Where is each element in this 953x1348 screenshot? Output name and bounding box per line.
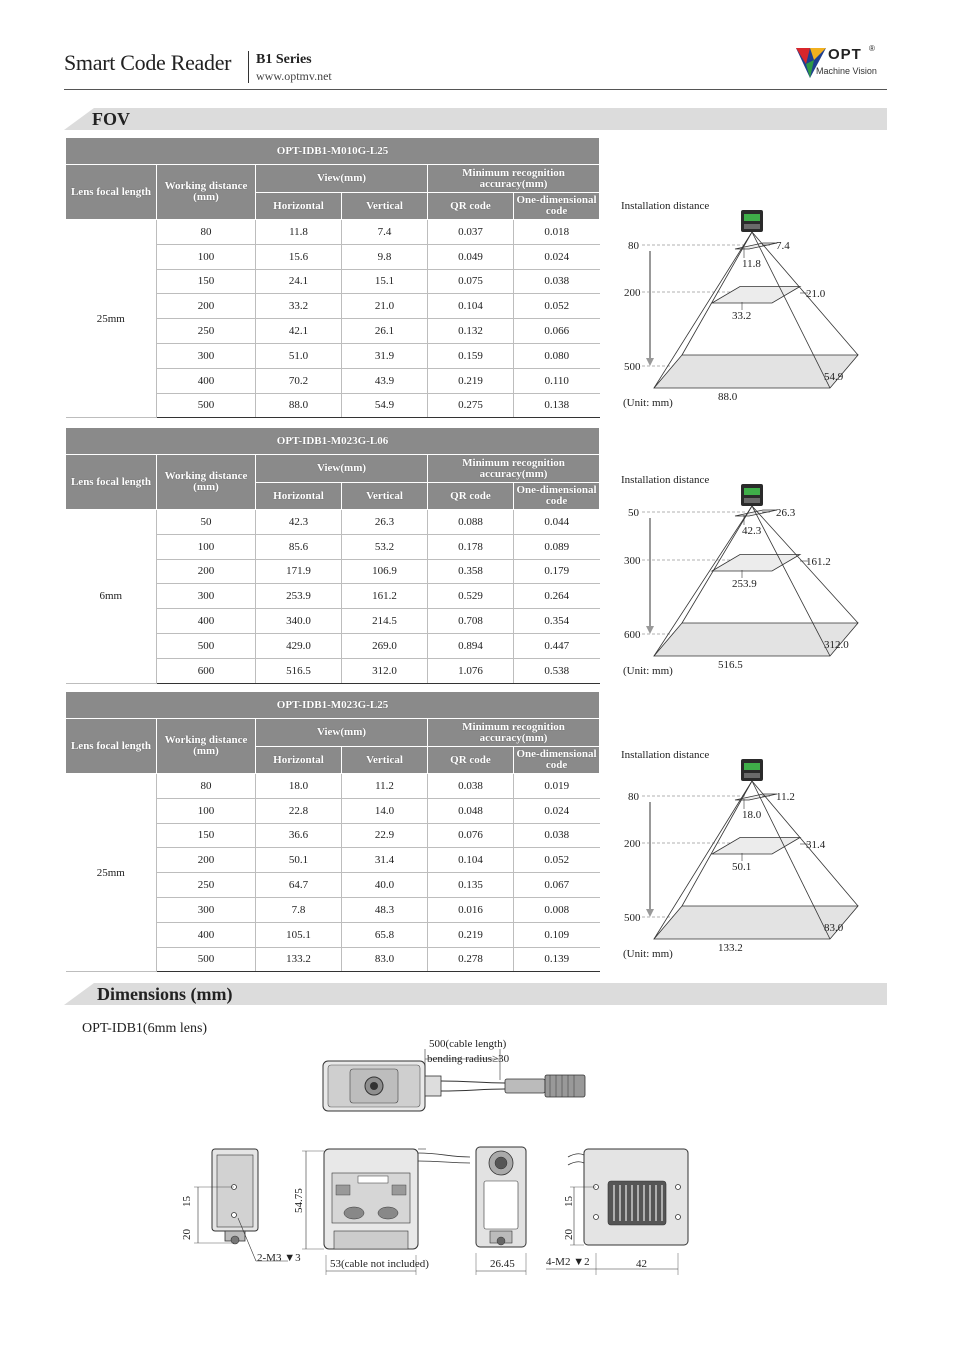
one-dimensional-cell: 0.179 [514, 559, 600, 584]
fov-pyramid [654, 781, 858, 939]
vertical-cell: 214.5 [342, 609, 428, 634]
qr-code-cell: 0.076 [428, 823, 514, 848]
installation-distance-label: Installation distance [621, 474, 710, 486]
horizontal-near-label: 18.0 [742, 809, 762, 821]
back-dim-15: 15 [563, 1196, 575, 1207]
horizontal-cell: 42.3 [256, 510, 342, 535]
qr-code-cell: 0.135 [428, 873, 514, 898]
horizontal-cell: 50.1 [256, 848, 342, 873]
vertical-cell: 269.0 [342, 633, 428, 658]
col-one-dimensional-code: One-dimensional code [514, 483, 600, 510]
one-dimensional-cell: 0.052 [514, 848, 600, 873]
horizontal-cell: 51.0 [256, 343, 342, 368]
installation-distance-label: Installation distance [621, 200, 710, 212]
one-dimensional-cell: 0.008 [514, 897, 600, 922]
vertical-near-label: 26.3 [776, 507, 796, 519]
working-distance-cell: 500 [157, 947, 256, 972]
horizontal-cell: 15.6 [256, 244, 342, 269]
one-dimensional-cell: 0.138 [514, 393, 600, 418]
col-lens-focal-length: Lens focal length [66, 165, 157, 220]
dimension-drawings [170, 1035, 710, 1275]
vertical-mid-label: 161.2 [806, 556, 831, 568]
one-dimensional-cell: 0.067 [514, 873, 600, 898]
back-thread-label: 4-M2 ▼2 [546, 1256, 590, 1268]
qr-code-cell: 0.358 [428, 559, 514, 584]
qr-code-cell: 0.219 [428, 922, 514, 947]
one-dimensional-cell: 0.019 [514, 774, 600, 799]
col-view: View(mm) [256, 455, 428, 483]
working-distance-cell: 600 [157, 658, 256, 683]
qr-code-cell: 0.048 [428, 798, 514, 823]
working-distance-cell: 50 [157, 510, 256, 535]
col-qr-code: QR code [428, 747, 514, 774]
distance-near-label: 80 [628, 240, 639, 252]
table-row [66, 510, 600, 535]
fov-pyramid-diagram-1 [618, 198, 858, 418]
horizontal-far-label: 516.5 [718, 659, 743, 671]
vertical-far-label: 83.0 [824, 922, 844, 934]
vertical-cell: 11.2 [342, 774, 428, 799]
unit-label: (Unit: mm) [623, 948, 673, 960]
vertical-cell: 14.0 [342, 798, 428, 823]
horizontal-far-label: 88.0 [718, 391, 738, 403]
col-qr-code: QR code [428, 193, 514, 220]
side-dim-20: 20 [181, 1229, 193, 1240]
one-dimensional-cell: 0.139 [514, 947, 600, 972]
col-min-recognition-accuracy: Minimum recognition accuracy(mm) [428, 719, 600, 747]
vertical-cell: 161.2 [342, 584, 428, 609]
one-dimensional-cell: 0.538 [514, 658, 600, 683]
one-dimensional-cell: 0.066 [514, 319, 600, 344]
code-reader-camera-icon [741, 484, 763, 506]
col-working-distance: Working distance (mm) [157, 455, 256, 510]
front-width-dim: 53(cable not included) [330, 1258, 429, 1270]
qr-code-cell: 0.178 [428, 534, 514, 559]
col-min-recognition-accuracy: Minimum recognition accuracy(mm) [428, 165, 600, 193]
installation-distance-label: Installation distance [621, 749, 710, 761]
horizontal-cell: 11.8 [256, 220, 342, 245]
lens-focal-length-value: 6mm [66, 510, 157, 684]
one-dimensional-cell: 0.038 [514, 823, 600, 848]
fov-table-m023g-l06 [65, 427, 600, 684]
horizontal-cell: 22.8 [256, 798, 342, 823]
fov-pyramid [654, 232, 858, 388]
col-one-dimensional-code: One-dimensional code [514, 747, 600, 774]
horizontal-cell: 253.9 [256, 584, 342, 609]
vertical-cell: 83.0 [342, 947, 428, 972]
one-dimensional-cell: 0.052 [514, 294, 600, 319]
working-distance-cell: 500 [157, 393, 256, 418]
unit-label: (Unit: mm) [623, 665, 673, 677]
vertical-cell: 65.8 [342, 922, 428, 947]
vertical-cell: 7.4 [342, 220, 428, 245]
col-vertical: Vertical [342, 193, 428, 220]
horizontal-cell: 340.0 [256, 609, 342, 634]
working-distance-cell: 80 [157, 220, 256, 245]
col-lens-focal-length: Lens focal length [66, 719, 157, 774]
side-dim-15: 15 [181, 1196, 193, 1207]
vertical-cell: 9.8 [342, 244, 428, 269]
horizontal-far-label: 133.2 [718, 942, 743, 954]
one-dimensional-cell: 0.354 [514, 609, 600, 634]
fov-section-header [64, 108, 887, 130]
vertical-near-label: 11.2 [776, 791, 795, 803]
qr-code-cell: 0.529 [428, 584, 514, 609]
horizontal-mid-label: 253.9 [732, 578, 757, 590]
vertical-cell: 15.1 [342, 269, 428, 294]
back-width-dim: 42 [636, 1258, 647, 1270]
vertical-cell: 26.3 [342, 510, 428, 535]
vertical-far-label: 54.9 [824, 371, 844, 383]
table-row [66, 774, 600, 799]
cable-length-label: 500(cable length) [429, 1038, 507, 1050]
horizontal-mid-label: 33.2 [732, 310, 752, 322]
distance-far-label: 500 [624, 912, 641, 924]
horizontal-cell: 42.1 [256, 319, 342, 344]
working-distance-cell: 300 [157, 343, 256, 368]
horizontal-cell: 429.0 [256, 633, 342, 658]
working-distance-cell: 100 [157, 244, 256, 269]
distance-far-label: 500 [624, 361, 641, 373]
qr-code-cell: 0.159 [428, 343, 514, 368]
col-view: View(mm) [256, 719, 428, 747]
horizontal-cell: 85.6 [256, 534, 342, 559]
working-distance-cell: 100 [157, 798, 256, 823]
horizontal-near-label: 42.3 [742, 525, 762, 537]
table-model-title: OPT-IDB1-M023G-L25 [66, 692, 600, 719]
working-distance-cell: 400 [157, 609, 256, 634]
vertical-cell: 106.9 [342, 559, 428, 584]
code-reader-camera-icon [741, 759, 763, 781]
horizontal-cell: 88.0 [256, 393, 342, 418]
horizontal-cell: 33.2 [256, 294, 342, 319]
col-horizontal: Horizontal [256, 747, 342, 774]
working-distance-cell: 250 [157, 319, 256, 344]
page-title: Smart Code Reader [64, 50, 232, 75]
fov-section-title: FOV [92, 109, 130, 129]
horizontal-cell: 36.6 [256, 823, 342, 848]
vertical-cell: 43.9 [342, 368, 428, 393]
horizontal-cell: 70.2 [256, 368, 342, 393]
one-dimensional-cell: 0.264 [514, 584, 600, 609]
unit-label: (Unit: mm) [623, 397, 673, 409]
header-divider [248, 51, 249, 83]
front-view-drawing [302, 1149, 470, 1275]
vertical-near-label: 7.4 [776, 240, 790, 252]
logo-subtitle: Machine Vision [816, 66, 877, 76]
vertical-far-label: 312.0 [824, 639, 849, 651]
working-distance-cell: 200 [157, 848, 256, 873]
working-distance-cell: 150 [157, 269, 256, 294]
col-view: View(mm) [256, 165, 428, 193]
front-height-dim: 54.75 [293, 1188, 305, 1213]
series-name: B1 Series [256, 52, 312, 67]
end-width-dim: 26.45 [490, 1258, 515, 1270]
working-distance-cell: 300 [157, 584, 256, 609]
vertical-cell: 48.3 [342, 897, 428, 922]
one-dimensional-cell: 0.024 [514, 244, 600, 269]
working-distance-cell: 400 [157, 922, 256, 947]
horizontal-cell: 18.0 [256, 774, 342, 799]
vertical-cell: 31.4 [342, 848, 428, 873]
side-view-drawing [194, 1149, 288, 1261]
col-horizontal: Horizontal [256, 193, 342, 220]
end-view-drawing [476, 1147, 526, 1275]
fov-table-m023g-l25 [65, 691, 600, 972]
vertical-cell: 22.9 [342, 823, 428, 848]
qr-code-cell: 0.104 [428, 848, 514, 873]
horizontal-cell: 64.7 [256, 873, 342, 898]
one-dimensional-cell: 0.109 [514, 922, 600, 947]
fov-table-m010g-l25 [65, 137, 600, 418]
one-dimensional-cell: 0.038 [514, 269, 600, 294]
distance-near-label: 50 [628, 507, 639, 519]
one-dimensional-cell: 0.447 [514, 633, 600, 658]
table-model-title: OPT-IDB1-M010G-L25 [66, 138, 600, 165]
side-thread-label: 2-M3 ▼3 [257, 1252, 301, 1264]
qr-code-cell: 0.278 [428, 947, 514, 972]
website-url[interactable]: www.optmv.net [256, 69, 332, 83]
one-dimensional-cell: 0.110 [514, 368, 600, 393]
qr-code-cell: 0.038 [428, 774, 514, 799]
logo-text: OPT [828, 46, 862, 63]
horizontal-cell: 7.8 [256, 897, 342, 922]
horizontal-cell: 171.9 [256, 559, 342, 584]
bending-radius-label: bending radius≥30 [427, 1053, 510, 1065]
distance-mid-label: 300 [624, 555, 641, 567]
table-row [66, 220, 600, 245]
distance-mid-label: 200 [624, 287, 641, 299]
table-model-title: OPT-IDB1-M023G-L06 [66, 428, 600, 455]
vertical-cell: 31.9 [342, 343, 428, 368]
header-rule [64, 89, 887, 90]
working-distance-cell: 500 [157, 633, 256, 658]
distance-far-label: 600 [624, 629, 641, 641]
qr-code-cell: 0.275 [428, 393, 514, 418]
back-dim-20: 20 [563, 1229, 575, 1240]
qr-code-cell: 0.894 [428, 633, 514, 658]
qr-code-cell: 0.104 [428, 294, 514, 319]
horizontal-cell: 24.1 [256, 269, 342, 294]
fov-pyramid-diagram-3 [618, 747, 858, 967]
vertical-mid-label: 31.4 [806, 839, 826, 851]
working-distance-cell: 300 [157, 897, 256, 922]
horizontal-cell: 133.2 [256, 947, 342, 972]
qr-code-cell: 0.088 [428, 510, 514, 535]
col-lens-focal-length: Lens focal length [66, 455, 157, 510]
vertical-cell: 54.9 [342, 393, 428, 418]
vertical-cell: 40.0 [342, 873, 428, 898]
dimension-model-label: OPT-IDB1(6mm lens) [82, 1021, 208, 1036]
one-dimensional-cell: 0.080 [514, 343, 600, 368]
horizontal-near-label: 11.8 [742, 258, 761, 270]
one-dimensional-cell: 0.018 [514, 220, 600, 245]
col-vertical: Vertical [342, 483, 428, 510]
fov-pyramid-diagram-2 [618, 472, 858, 682]
dimensions-section-title: Dimensions (mm) [97, 984, 233, 1004]
qr-code-cell: 0.132 [428, 319, 514, 344]
dimensions-section-header [64, 983, 887, 1005]
distance-near-label: 80 [628, 791, 639, 803]
one-dimensional-cell: 0.089 [514, 534, 600, 559]
qr-code-cell: 0.075 [428, 269, 514, 294]
col-working-distance: Working distance (mm) [157, 719, 256, 774]
qr-code-cell: 0.037 [428, 220, 514, 245]
working-distance-cell: 200 [157, 559, 256, 584]
qr-code-cell: 0.708 [428, 609, 514, 634]
qr-code-cell: 1.076 [428, 658, 514, 683]
col-qr-code: QR code [428, 483, 514, 510]
vertical-mid-label: 21.0 [806, 288, 826, 300]
col-one-dimensional-code: One-dimensional code [514, 193, 600, 220]
code-reader-camera-icon [741, 210, 763, 232]
vertical-cell: 312.0 [342, 658, 428, 683]
vertical-cell: 53.2 [342, 534, 428, 559]
vertical-cell: 21.0 [342, 294, 428, 319]
horizontal-cell: 105.1 [256, 922, 342, 947]
one-dimensional-cell: 0.044 [514, 510, 600, 535]
working-distance-cell: 400 [157, 368, 256, 393]
qr-code-cell: 0.016 [428, 897, 514, 922]
col-working-distance: Working distance (mm) [157, 165, 256, 220]
lens-focal-length-value: 25mm [66, 220, 157, 418]
lens-focal-length-value: 25mm [66, 774, 157, 972]
vertical-cell: 26.1 [342, 319, 428, 344]
working-distance-cell: 100 [157, 534, 256, 559]
col-vertical: Vertical [342, 747, 428, 774]
col-min-recognition-accuracy: Minimum recognition accuracy(mm) [428, 455, 600, 483]
working-distance-cell: 250 [157, 873, 256, 898]
distance-mid-label: 200 [624, 838, 641, 850]
working-distance-cell: 150 [157, 823, 256, 848]
horizontal-mid-label: 50.1 [732, 861, 752, 873]
logo-registered: ® [869, 44, 875, 53]
horizontal-cell: 516.5 [256, 658, 342, 683]
col-horizontal: Horizontal [256, 483, 342, 510]
one-dimensional-cell: 0.024 [514, 798, 600, 823]
working-distance-cell: 80 [157, 774, 256, 799]
working-distance-cell: 200 [157, 294, 256, 319]
qr-code-cell: 0.049 [428, 244, 514, 269]
qr-code-cell: 0.219 [428, 368, 514, 393]
